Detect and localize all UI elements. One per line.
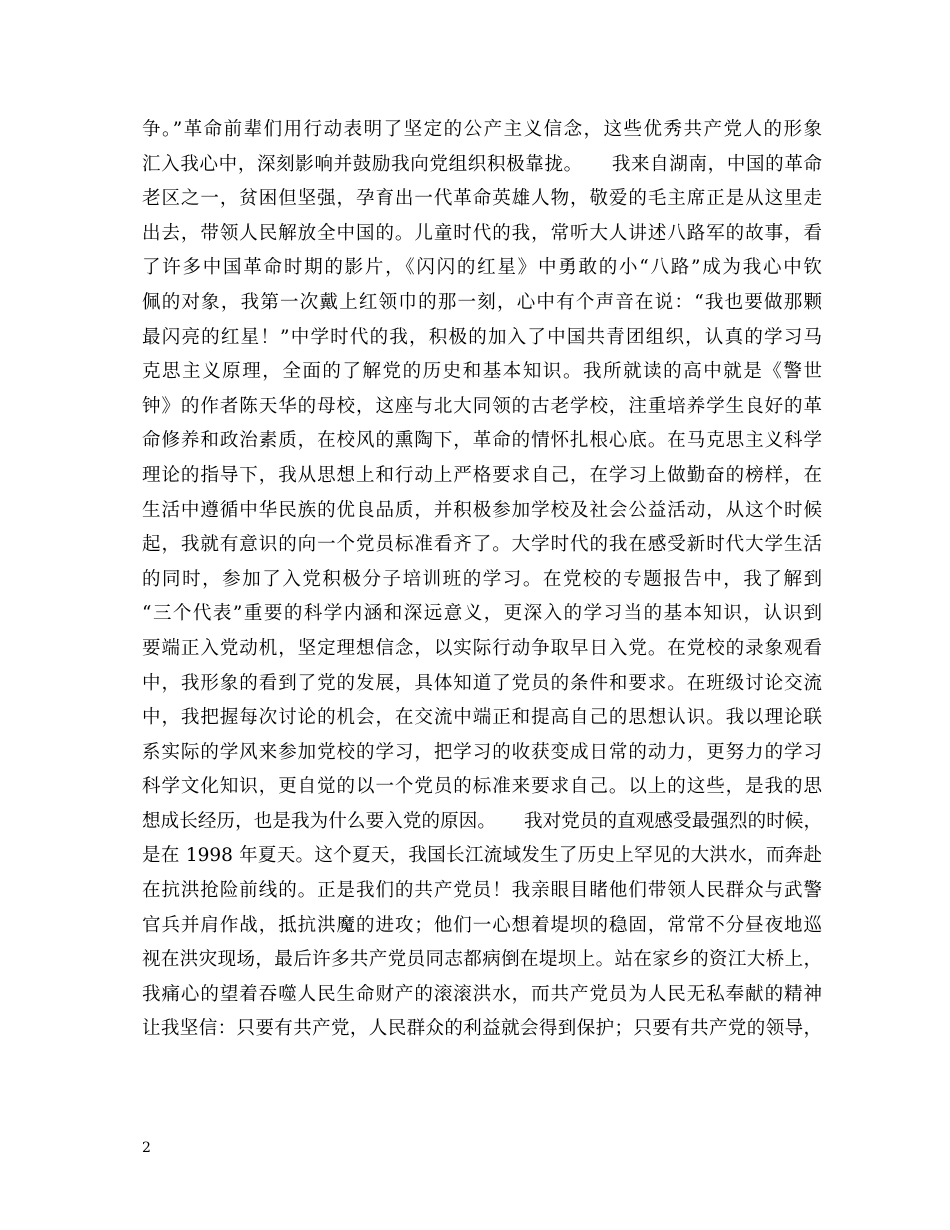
text-line: 是在 1998 年夏天。这个夏天，我国长江流域发生了历史上罕见的大洪水，而奔赴 [142, 845, 822, 867]
body-text [142, 113, 822, 1047]
text-line: 要端正入党动机，坚定理想信念，以实际行动争取早日入党。在党校的录象观看 [142, 637, 822, 659]
text-line: 生活中遵循中华民族的优良品质，并积极参加学校及社会公益活动，从这个时候 [142, 499, 822, 521]
text-line: 最闪亮的红星！”中学时代的我，积极的加入了中国共青团组织，认真的学习马 [142, 326, 822, 348]
text-line: 佩的对象，我第一次戴上红领巾的那一刻，心中有个声音在说：“我也要做那颗 [142, 291, 822, 313]
text-line: 了许多中国革命时期的影片，《闪闪的红星》中勇敢的小“八路”成为我心中钦 [142, 257, 822, 279]
text-line: 系实际的学风来参加党校的学习，把学习的收获变成日常的动力，更努力的学习 [142, 741, 822, 763]
text-line: 钟》的作者陈天华的母校，这座与北大同领的古老学校，注重培养学生良好的革 [142, 395, 822, 417]
text-line: 老区之一，贫困但坚强，孕育出一代革命英雄人物，敬爱的毛主席正是从这里走 [142, 188, 822, 210]
text-line: 汇入我心中，深刻影响并鼓励我向党组织积极靠拢。 我来自湖南，中国的革命 [142, 153, 822, 175]
text-line: 科学文化知识，更自觉的以一个党员的标准来要求自己。以上的这些，是我的思 [142, 776, 822, 798]
text-line: 理论的指导下，我从思想上和行动上严格要求自己，在学习上做勤奋的榜样，在 [142, 464, 822, 486]
text-line: 在抗洪抢险前线的。正是我们的共产党员！我亲眼目睹他们带领人民群众与武警 [142, 880, 822, 902]
page-number: 2 [142, 1140, 151, 1156]
text-line: “三个代表”重要的科学内涵和深远意义，更深入的学习当的基本知识，认识到 [142, 603, 822, 625]
text-line: 的同时，参加了入党积极分子培训班的学习。在党校的专题报告中，我了解到 [142, 568, 822, 590]
text-line: 视在洪灾现场，最后许多共产党员同志都病倒在堤坝上。站在家乡的资江大桥上， [142, 949, 822, 971]
text-line: 克思主义原理，全面的了解党的历史和基本知识。我所就读的高中就是《警世 [142, 361, 822, 383]
text-line: 让我坚信：只要有共产党，人民群众的利益就会得到保护；只要有共产党的领导， [142, 1018, 822, 1040]
text-line: 官兵并肩作战，抵抗洪魔的进攻；他们一心想着堤坝的稳固，常常不分昼夜地巡 [142, 914, 822, 936]
text-line: 中，我把握每次讨论的机会，在交流中端正和提高自己的思想认识。我以理论联 [142, 707, 822, 729]
text-line: 想成长经历，也是我为什么要入党的原因。 我对党员的直观感受最强烈的时候， [142, 810, 822, 832]
text-line: 争。”革命前辈们用行动表明了坚定的公产主义信念，这些优秀共产党人的形象 [142, 119, 822, 140]
text-line: 中，我形象的看到了党的发展，具体知道了党员的条件和要求。在班级讨论交流 [142, 672, 822, 694]
text-line: 出去，带领人民解放全中国的。儿童时代的我，常听大人讲述八路军的故事，看 [142, 222, 822, 244]
text-line: 起，我就有意识的向一个党员标准看齐了。大学时代的我在感受新时代大学生活 [142, 534, 822, 556]
text-line: 命修养和政治素质，在校风的熏陶下，革命的情怀扎根心底。在马克思主义科学 [142, 430, 822, 452]
text-line: 我痛心的望着吞噬人民生命财产的滚滚洪水，而共产党员为人民无私奉献的精神 [142, 983, 822, 1005]
